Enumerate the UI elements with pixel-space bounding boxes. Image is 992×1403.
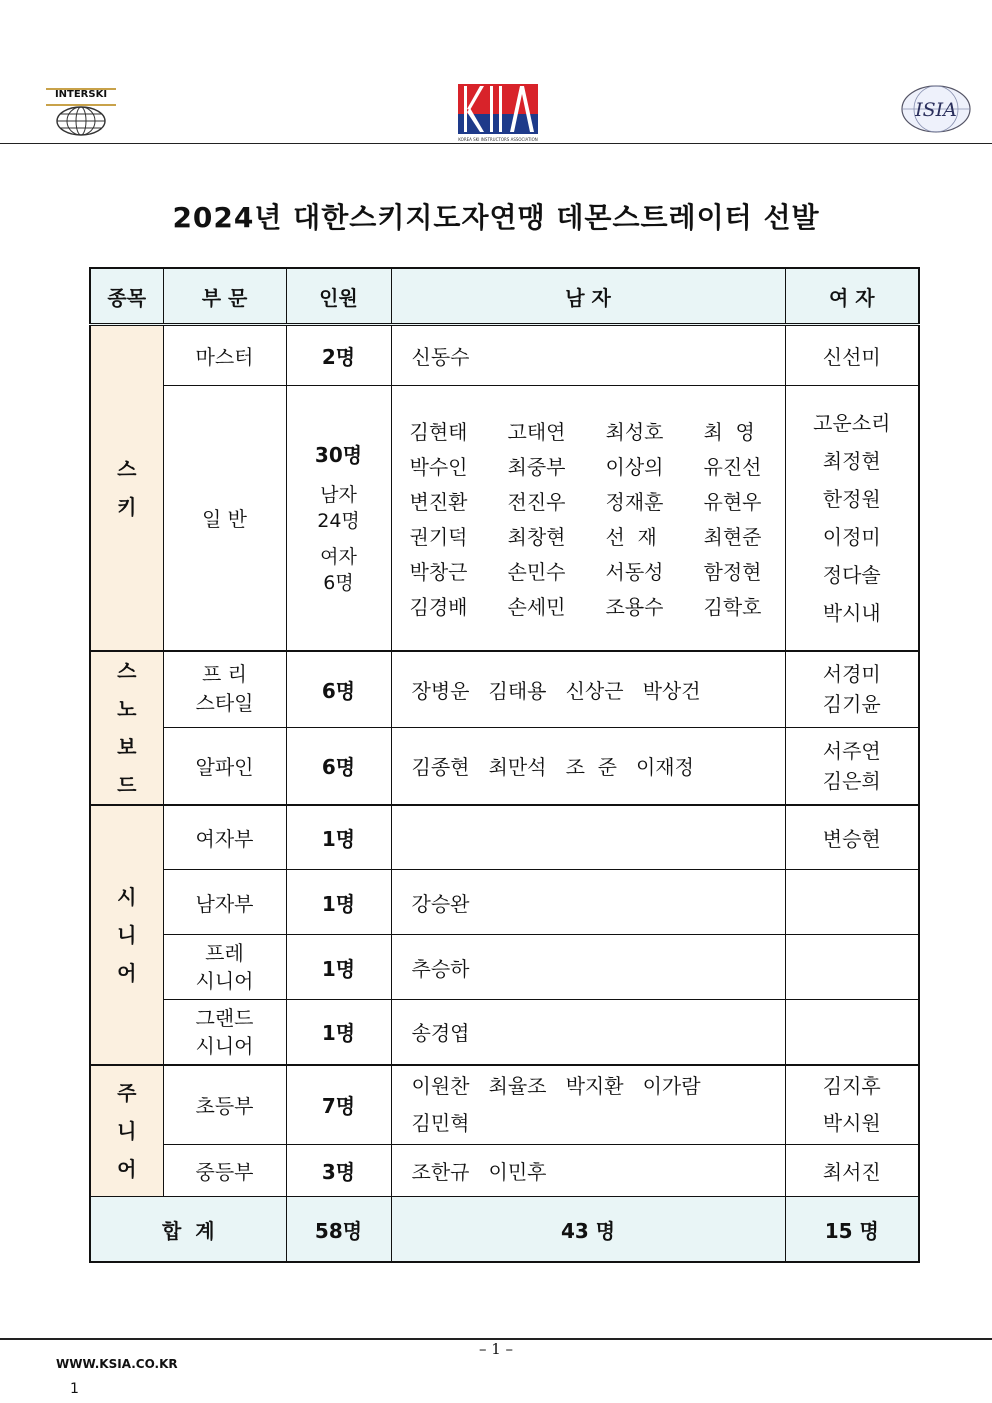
- total-men: 43 명: [391, 1197, 785, 1263]
- men-name: 선 재: [605, 524, 657, 549]
- division-cell: 마스터: [163, 325, 286, 386]
- men-name: 손민수: [507, 559, 566, 584]
- count-cell: 30명 남자 24명 여자 6명: [286, 386, 391, 651]
- count-cell: 1명: [286, 1000, 391, 1065]
- sport-junior: 주 니 어: [90, 1065, 163, 1197]
- ksia-logo-subtitle: KOREA SKI INSTRUCTORS ASSOCIATION: [458, 137, 538, 142]
- men-cell: 이원찬 최율조 박지환 이가람 김민혁: [391, 1065, 785, 1145]
- men-name: 서동성: [605, 559, 664, 584]
- men-cell: 장병운 김태용 신상근 박상건: [391, 651, 785, 728]
- count-cell: 1명: [286, 870, 391, 935]
- count-cell: 7명: [286, 1065, 391, 1145]
- women-cell: 김지후 박시원: [785, 1065, 919, 1145]
- women-cell: 변승현: [785, 805, 919, 870]
- men-name: 변진환: [409, 489, 468, 514]
- men-cell: 김종현 최만석 조 준 이재정: [391, 728, 785, 805]
- col-header-women: 여 자: [785, 268, 919, 325]
- division-cell: 그랜드 시니어: [163, 1000, 286, 1065]
- table-header-row: [90, 268, 919, 325]
- table-row: [90, 728, 919, 805]
- table-row: [90, 386, 919, 651]
- women-cell: 최서진: [785, 1145, 919, 1197]
- table-row: [90, 325, 919, 386]
- demonstrator-table: [89, 267, 920, 1263]
- table-row: [90, 1145, 919, 1197]
- total-label: 합 계: [90, 1197, 286, 1263]
- men-name: 박수인: [409, 454, 468, 479]
- men-name: 최현준: [703, 524, 762, 549]
- header-rule: [0, 143, 992, 144]
- page-marker: – 1 –: [478, 1340, 514, 1358]
- men-name: 박창근: [409, 559, 468, 584]
- table-row: [90, 1000, 919, 1065]
- men-name: 정재훈: [605, 489, 664, 514]
- men-cell: 송경엽: [391, 1000, 785, 1065]
- men-name: 유현우: [703, 489, 762, 514]
- page-number: 1: [70, 1381, 79, 1397]
- sport-snowboard: 스 노 보 드: [90, 651, 163, 805]
- count-cell: 2명: [286, 325, 391, 386]
- count-cell: 1명: [286, 935, 391, 1000]
- women-cell: [785, 935, 919, 1000]
- men-name: 최중부: [507, 454, 566, 479]
- total-row: [90, 1197, 919, 1263]
- page-title: 2024년 대한스키지도자연맹 데몬스트레이터 선발: [172, 201, 820, 234]
- division-cell: 프레 시니어: [163, 935, 286, 1000]
- division-cell: 중등부: [163, 1145, 286, 1197]
- women-cell: [785, 870, 919, 935]
- table-row: [90, 651, 919, 728]
- count-cell: 3명: [286, 1145, 391, 1197]
- men-name: 김학호: [703, 594, 762, 619]
- sport-senior: 시 니 어: [90, 805, 163, 1065]
- men-name: 최 영: [703, 419, 755, 444]
- isia-logo-text: ISIA: [915, 99, 957, 121]
- men-name: 김경배: [409, 594, 468, 619]
- women-cell: [785, 1000, 919, 1065]
- division-cell: 여자부: [163, 805, 286, 870]
- division-cell: 초등부: [163, 1065, 286, 1145]
- table-row: [90, 1065, 919, 1145]
- women-cell: 신선미: [785, 325, 919, 386]
- division-cell: 프 리 스타일: [163, 651, 286, 728]
- col-header-division: 부 문: [163, 268, 286, 325]
- women-cell: 서경미 김기윤: [785, 651, 919, 728]
- men-name: 고태연: [507, 419, 566, 444]
- isia-logo: [900, 84, 972, 138]
- division-cell: 알파인: [163, 728, 286, 805]
- men-cell: [391, 805, 785, 870]
- sport-ski: 스 키: [90, 325, 163, 651]
- women-cell: 서주연 김은희: [785, 728, 919, 805]
- col-header-count: 인원: [286, 268, 391, 325]
- men-name: 손세민: [507, 594, 566, 619]
- count-cell: 1명: [286, 805, 391, 870]
- total-women: 15 명: [785, 1197, 919, 1263]
- men-name: 최성호: [605, 419, 664, 444]
- website-link[interactable]: WWW.KSIA.CO.KR: [56, 1357, 178, 1371]
- division-cell: 일 반: [163, 386, 286, 651]
- men-name: 최창현: [507, 524, 566, 549]
- men-name: 전진우: [507, 489, 566, 514]
- isia-globe-icon: [900, 84, 972, 134]
- ksia-logo: [458, 82, 538, 144]
- interski-logo-text: INTERSKI: [54, 89, 108, 100]
- men-cell: 조한규 이민후: [391, 1145, 785, 1197]
- ksia-mark: [458, 82, 538, 136]
- men-name: 함정현: [703, 559, 762, 584]
- interski-logo: [46, 85, 116, 139]
- men-cell: 강승완: [391, 870, 785, 935]
- men-cell: 신동수: [391, 325, 785, 386]
- men-name: 김현태: [409, 419, 468, 444]
- women-cell: 고운소리 최정현 한정원 이정미 정다솔 박시내: [785, 386, 919, 651]
- globe-icon: [55, 105, 107, 137]
- division-cell: 남자부: [163, 870, 286, 935]
- col-header-sport: 종목: [90, 268, 163, 325]
- total-count: 58명: [286, 1197, 391, 1263]
- count-cell: 6명: [286, 728, 391, 805]
- table-row: [90, 870, 919, 935]
- table-row: [90, 805, 919, 870]
- men-name: 유진선: [703, 454, 762, 479]
- col-header-men: 남 자: [391, 268, 785, 325]
- men-cell: [391, 386, 785, 651]
- count-cell: 6명: [286, 651, 391, 728]
- table-row: [90, 935, 919, 1000]
- men-cell: 추승하: [391, 935, 785, 1000]
- men-name-grid: [392, 416, 785, 620]
- men-name: 이상의: [605, 454, 664, 479]
- men-name: 권기덕: [409, 524, 468, 549]
- men-name: 조용수: [605, 594, 664, 619]
